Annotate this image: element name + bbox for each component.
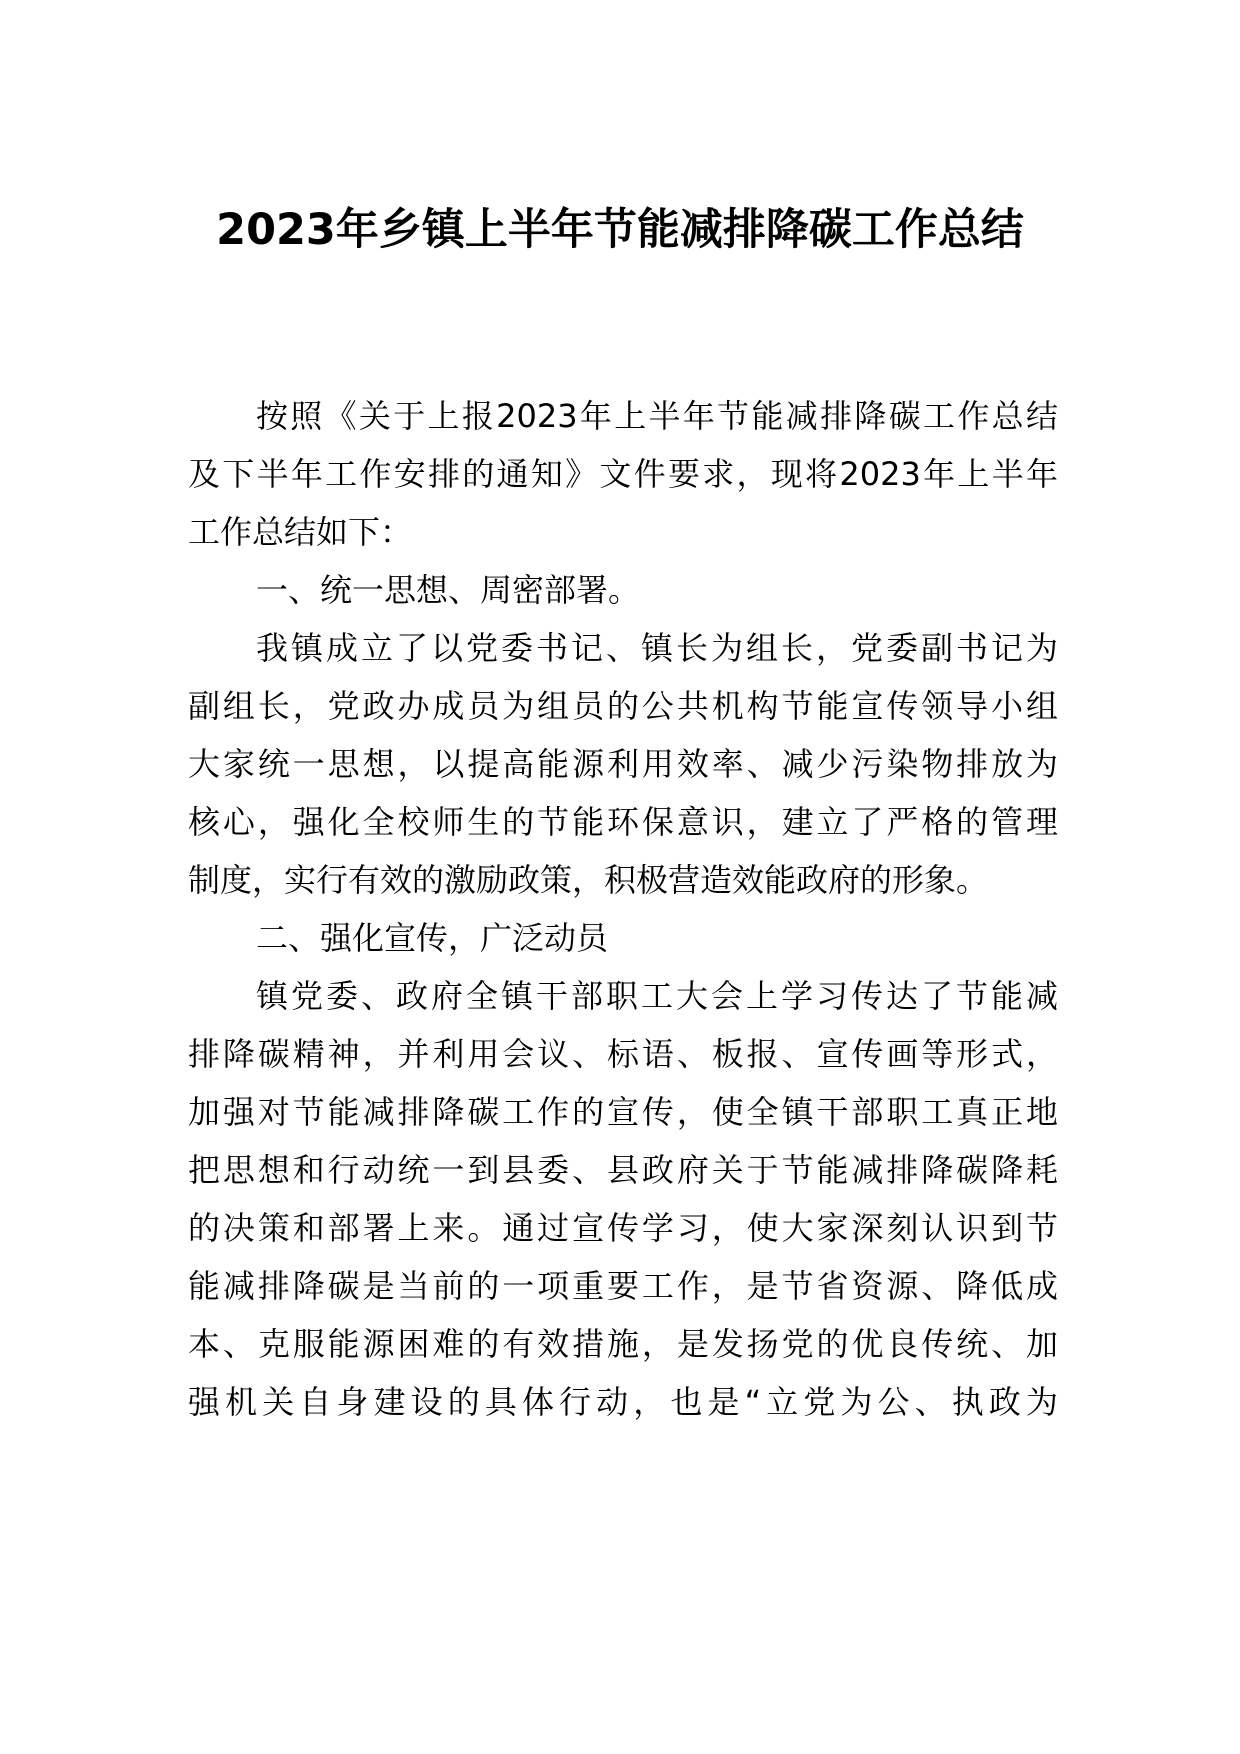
paragraph-line: 大家统一思想，以提高能源利用效率、减少污染物排放为 bbox=[188, 745, 1058, 783]
paragraph-line: 排降碳精神，并利用会议、标语、板报、宣传画等形式， bbox=[188, 1035, 1058, 1073]
paragraph-line: 把思想和行动统一到县委、县政府关于节能减排降碳降耗 bbox=[188, 1151, 1058, 1189]
paragraph-line: 核心，强化全校师生的节能环保意识，建立了严格的管理 bbox=[188, 803, 1058, 841]
paragraph-line: 副组长，党政办成员为组员的公共机构节能宣传领导小组 bbox=[188, 687, 1058, 725]
section-heading: 二、强化宣传，广泛动员 bbox=[256, 919, 609, 957]
section-heading: 一、统一思想、周密部署。 bbox=[256, 571, 641, 609]
paragraph-line: 镇党委、政府全镇干部职工大会上学习传达了节能减 bbox=[256, 977, 1058, 1015]
paragraph-line: 制度，实行有效的激励政策，积极营造效能政府的形象。 bbox=[188, 861, 989, 899]
paragraph-line: 能减排降碳是当前的一项重要工作，是节省资源、降低成 bbox=[188, 1267, 1058, 1305]
paragraph-line: 加强对节能减排降碳工作的宣传，使全镇干部职工真正地 bbox=[188, 1093, 1058, 1131]
paragraph-line: 工作总结如下： bbox=[188, 513, 413, 551]
paragraph-line: 的决策和部署上来。通过宣传学习，使大家深刻认识到节 bbox=[188, 1209, 1058, 1247]
document-title: 2023年乡镇上半年节能减排降碳工作总结 bbox=[216, 205, 1024, 255]
paragraph-line: 及下半年工作安排的通知》文件要求，现将2023年上半年 bbox=[188, 455, 1058, 493]
paragraph-line: 我镇成立了以党委书记、镇长为组长，党委副书记为 bbox=[256, 629, 1058, 667]
paragraph-line: 强机关自身建设的具体行动，也是“立党为公、执政为 bbox=[188, 1383, 1058, 1421]
paragraph-line: 本、克服能源困难的有效措施，是发扬党的优良传统、加 bbox=[188, 1325, 1058, 1363]
paragraph-line: 按照《关于上报2023年上半年节能减排降碳工作总结 bbox=[256, 397, 1058, 435]
